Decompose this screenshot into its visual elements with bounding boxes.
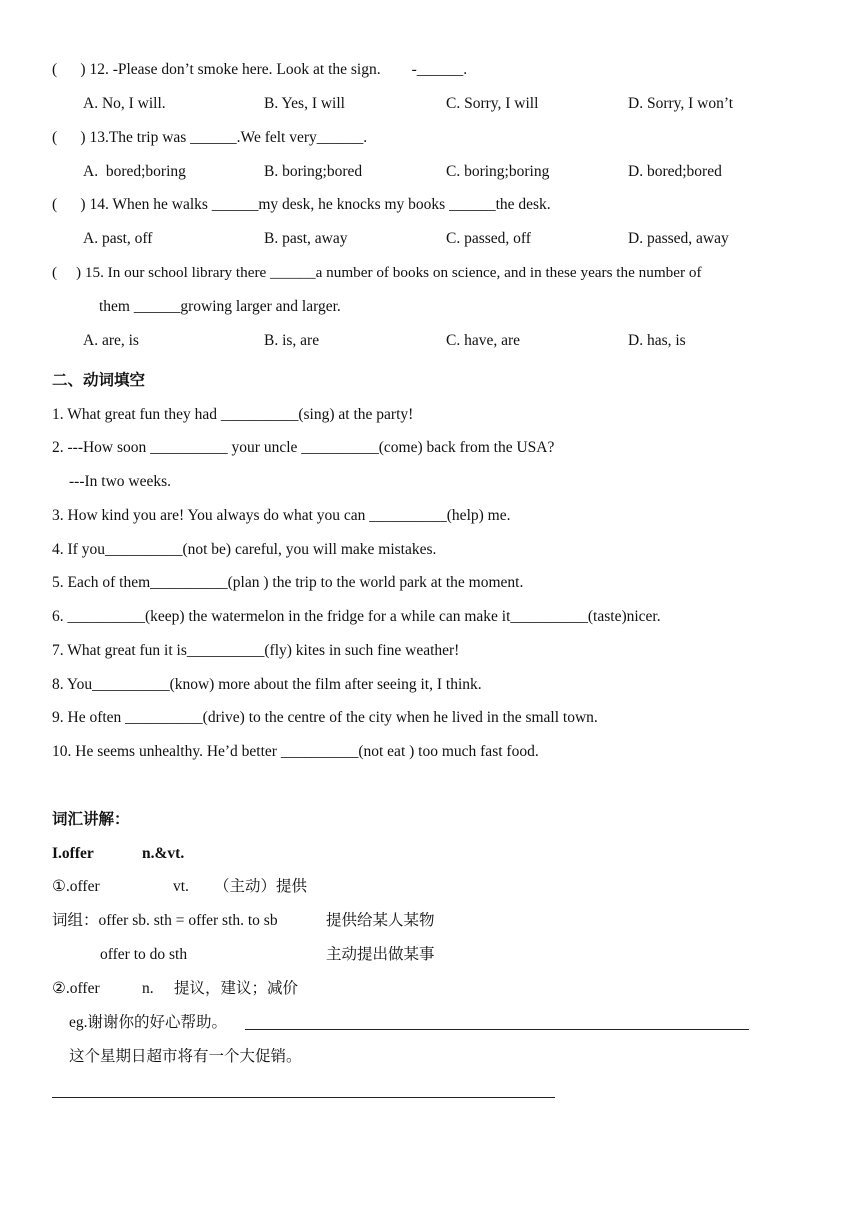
question-stem: ( ) 13.The trip was ______.We felt very______. (52, 129, 368, 146)
option-a: A. past, off (83, 230, 153, 247)
vocab-word-pos: n.&vt. (142, 845, 185, 862)
question-stem: ( ) 12. -Please don’t smoke here. Look at the sign. -______. (52, 61, 468, 78)
option-a: A. No, I will. (83, 95, 166, 112)
option-a: A. bored;boring (83, 163, 186, 180)
option-c: C. Sorry, I will (446, 95, 539, 112)
vocab-word-head: I.offer (52, 845, 94, 862)
fill-item-3: 3. How kind you are! You always do what you can __________(help) me. (52, 507, 511, 524)
fill-item-7: 7. What great fun it is__________(fly) kites in such fine weather! (52, 642, 460, 659)
option-c: C. passed, off (446, 230, 531, 247)
fill-item-9: 9. He often __________(drive) to the centre of the city when he lived in the small town. (52, 709, 598, 726)
answer-line-2 (52, 1097, 555, 1098)
fill-item-1: 1. What great fun they had __________(sing) at the party! (52, 406, 414, 423)
fill-item-2: 2. ---How soon __________ your uncle __________(come) back from the USA? (52, 439, 555, 456)
fill-item-2-answer: ---In two weeks. (69, 473, 172, 490)
phrase-label: 词组：offer sb. sth = offer sth. to sb (52, 912, 278, 929)
sense2-meaning: 提议，建议；减价 (174, 980, 299, 997)
phrase2: offer to do sth (100, 946, 188, 963)
phrase2-meaning: 主动提出做某事 (326, 946, 435, 963)
option-d: D. has, is (628, 332, 686, 349)
fill-item-6: 6. __________(keep) the watermelon in the fridge for a while can make it__________(taste)nicer. (52, 608, 661, 625)
sense2-pos: n. (142, 980, 154, 997)
option-b: B. past, away (264, 230, 348, 247)
question-stem-continued: them ______growing larger and larger. (99, 298, 341, 315)
sense1-pos: vt. (173, 878, 189, 895)
answer-line-1 (245, 1029, 749, 1030)
question-stem: ( ) 15. In our school library there ______a number of books on science, and in these years the number of (52, 264, 702, 281)
sense1-meaning: （主动）提供 (214, 878, 308, 895)
option-a: A. are, is (83, 332, 139, 349)
question-stem: ( ) 14. When he walks ______my desk, he knocks my books ______the desk. (52, 196, 551, 213)
option-b: B. boring;bored (264, 163, 363, 180)
fill-item-5: 5. Each of them__________(plan ) the trip to the world park at the moment. (52, 574, 524, 591)
option-c: C. boring;boring (446, 163, 550, 180)
example-1: eg.谢谢你的好心帮助。 (69, 1014, 228, 1031)
fill-item-10: 10. He seems unhealthy. He’d better __________(not eat ) too much fast food. (52, 743, 539, 760)
phrase-meaning: 提供给某人某物 (326, 912, 435, 929)
option-b: B. is, are (264, 332, 320, 349)
sense2-label: ②.offer (52, 980, 100, 997)
fill-item-4: 4. If you__________(not be) careful, you will make mistakes. (52, 541, 437, 558)
fill-item-8: 8. You__________(know) more about the film after seeing it, I think. (52, 676, 482, 693)
option-b: B. Yes, I will (264, 95, 345, 112)
example-2: 这个星期日超市将有一个大促销。 (69, 1048, 302, 1065)
sense1-label: ①.offer (52, 878, 100, 895)
option-c: C. have, are (446, 332, 521, 349)
option-d: D. passed, away (628, 230, 729, 247)
vocab-title: 词汇讲解： (52, 811, 130, 828)
option-d: D. bored;bored (628, 163, 722, 180)
section-title: 二、动词填空 (52, 372, 146, 389)
option-d: D. Sorry, I won’t (628, 95, 734, 112)
